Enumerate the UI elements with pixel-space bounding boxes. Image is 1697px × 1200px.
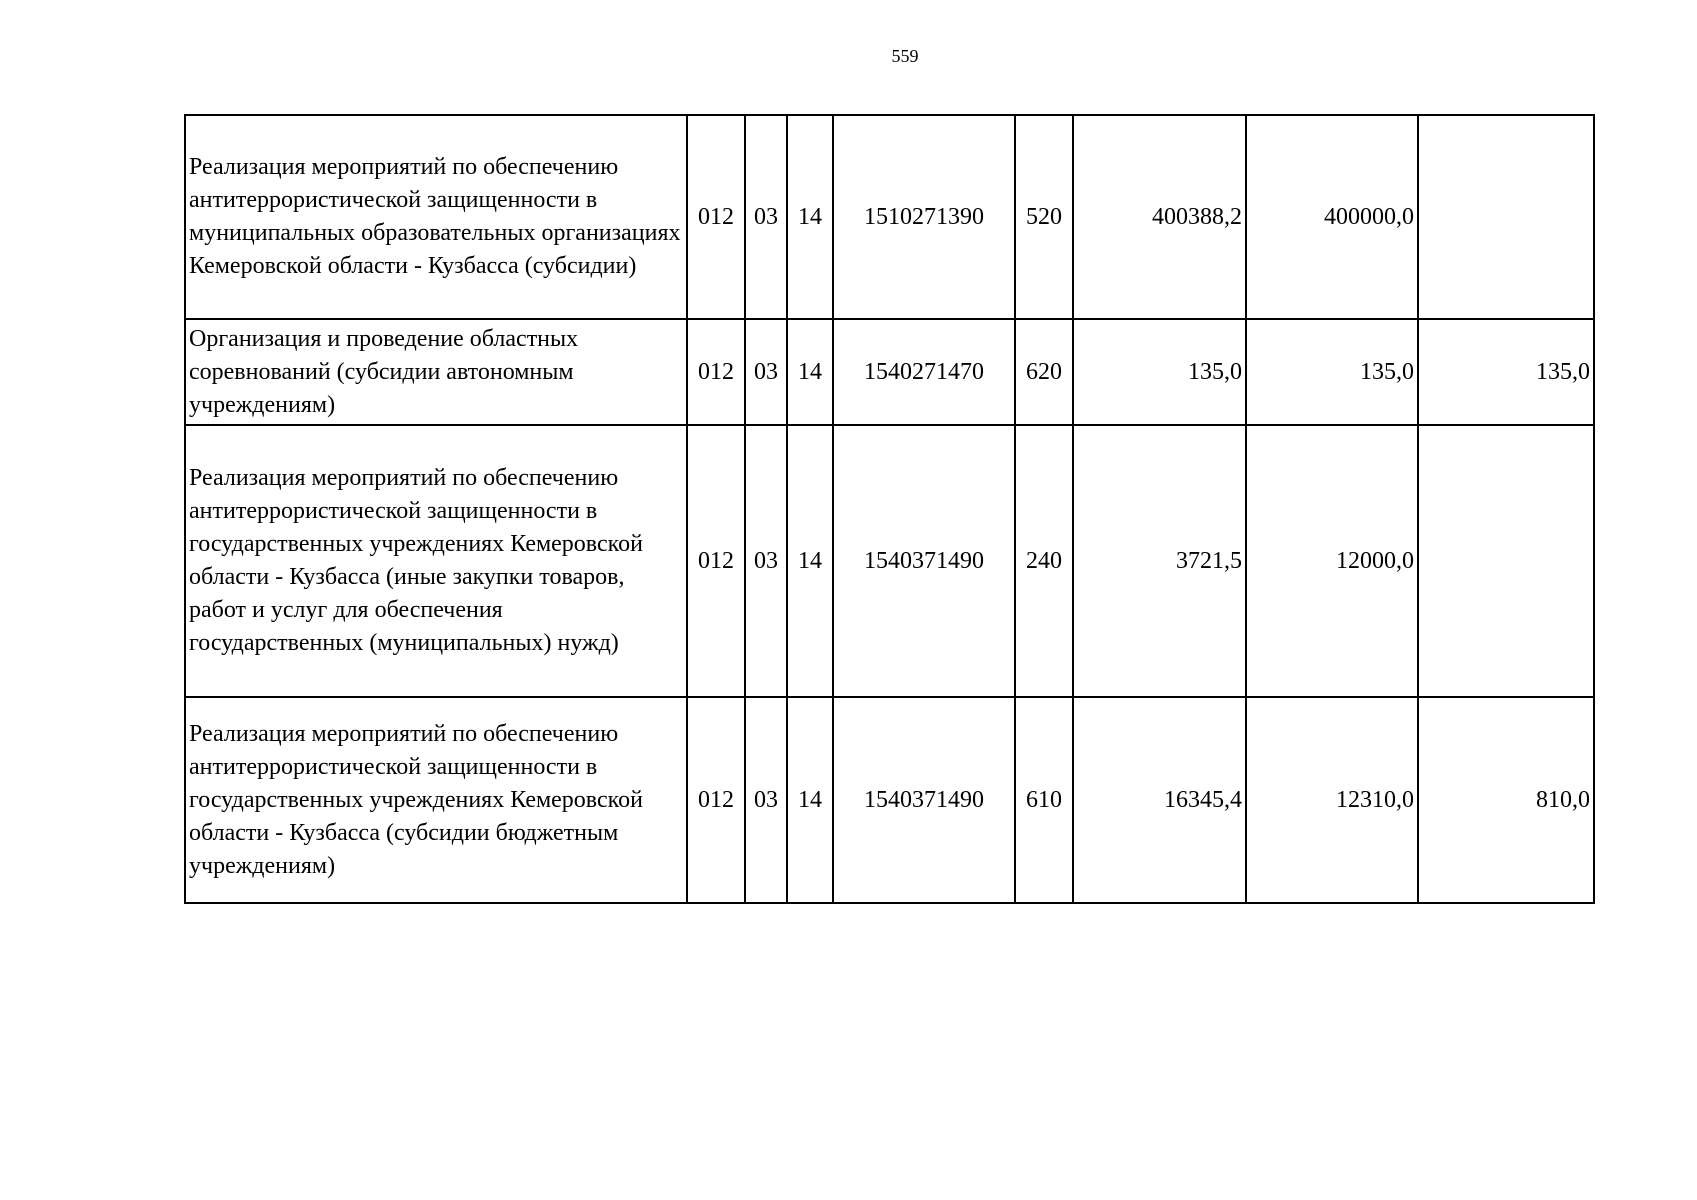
- target-article-code: 1540271470: [833, 319, 1015, 425]
- amount-1: 16345,4: [1073, 697, 1246, 903]
- table-row: [185, 319, 1594, 425]
- target-article-code: 1540371490: [833, 425, 1015, 697]
- amount-3: [1418, 115, 1594, 319]
- section-code: 03: [745, 697, 787, 903]
- table-row: [185, 425, 1594, 697]
- subsection-code: 14: [787, 697, 833, 903]
- expense-type-code: 520: [1015, 115, 1073, 319]
- amount-1: 3721,5: [1073, 425, 1246, 697]
- table-row: [185, 697, 1594, 903]
- section-code: 03: [745, 115, 787, 319]
- expense-type-code: 240: [1015, 425, 1073, 697]
- page-number: 559: [891, 46, 919, 66]
- grbs-code: 012: [687, 319, 745, 425]
- target-article-code: 1510271390: [833, 115, 1015, 319]
- amount-3: 135,0: [1418, 319, 1594, 425]
- row-name: Организация и проведение областных соревнований (субсидии автономным учреждениям): [185, 319, 687, 425]
- subsection-code: 14: [787, 425, 833, 697]
- grbs-code: 012: [687, 425, 745, 697]
- row-name: Реализация мероприятий по обеспечению антитеррористической защищенности в государственных учреждениях Кемеровской области - Кузбасса (субсидии бюджетным учреждениям): [185, 697, 687, 903]
- subsection-code: 14: [787, 115, 833, 319]
- row-name: Реализация мероприятий по обеспечению антитеррористической защищенности в государственных учреждениях Кемеровской области - Кузбасса (иные закупки товаров, работ и услуг для обеспечения государственных (муниципальных) нужд): [185, 425, 687, 697]
- section-code: 03: [745, 319, 787, 425]
- section-code: 03: [745, 425, 787, 697]
- budget-table: [184, 114, 1595, 904]
- amount-1: 135,0: [1073, 319, 1246, 425]
- amount-3: 810,0: [1418, 697, 1594, 903]
- amount-2: 135,0: [1246, 319, 1418, 425]
- grbs-code: 012: [687, 697, 745, 903]
- amount-2: 12310,0: [1246, 697, 1418, 903]
- amount-2: 400000,0: [1246, 115, 1418, 319]
- target-article-code: 1540371490: [833, 697, 1015, 903]
- expense-type-code: 610: [1015, 697, 1073, 903]
- grbs-code: 012: [687, 115, 745, 319]
- row-name: Реализация мероприятий по обеспечению антитеррористической защищенности в муниципальных образовательных организациях Кемеровской области - Кузбасса (субсидии): [185, 115, 687, 319]
- amount-1: 400388,2: [1073, 115, 1246, 319]
- expense-type-code: 620: [1015, 319, 1073, 425]
- table-row: [185, 115, 1594, 319]
- subsection-code: 14: [787, 319, 833, 425]
- amount-2: 12000,0: [1246, 425, 1418, 697]
- amount-3: [1418, 425, 1594, 697]
